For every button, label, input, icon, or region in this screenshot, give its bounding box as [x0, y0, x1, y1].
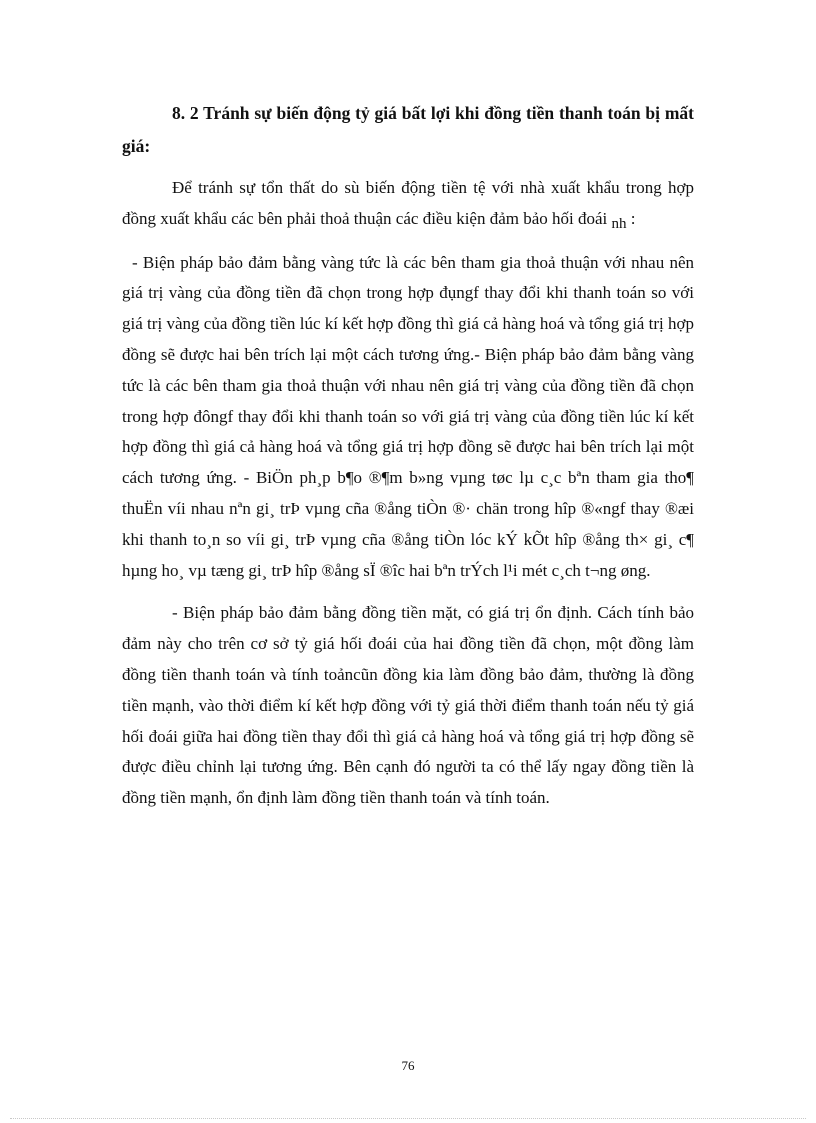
currency-guarantee-paragraph: - Biện pháp bảo đảm bằng đồng tiền mặt, có giá trị ổn định. Cách tính bảo đảm này cho trên cơ sở tỷ giá hối đoái của hai đồng tiền đã chọn, một đồng làm đồng tiền thanh toán và tính toảncũn đồng kia làm đồng bảo đảm, thường là đồng tiền mạnh, vào thời điểm kí kết hợp đồng với tỷ giá thời điểm thanh toán nếu tỷ giá hối đoái giữa hai đồng tiền thay đổi thì giá cả hàng hoá và tổng giá trị hợp đồng sẽ được điều chỉnh lại tương ứng. Bên cạnh đó người ta có thể lấy ngay đồng tiền là đồng tiền mạnh, ổn định làm đồng tiền thanh toán và tính toán. — [122, 603, 694, 808]
intro-suffix: nh — [611, 215, 627, 232]
page-number: 76 — [401, 1058, 415, 1073]
intro-end: : — [626, 208, 636, 228]
gold-guarantee-paragraph: - Biện pháp bảo đảm bằng vàng tức là các bên tham gia thoả thuận với nhau nên giá trị vàng của đồng tiền đã chọn trong hợp đụngf thay đổi khi thanh toán so với giá trị vàng của đồng tiền lúc kí kết hợp đồng thì giá cả hàng hoá và tổng giá trị hợp đồng sẽ được hai bên trích lại một cách tương ứng.- Biện pháp bảo đảm bằng vàng tức là các bên tham gia thoả thuận với nhau nên giá trị vàng của đồng tiền đã chọn trong hợp đôngf thay đổi khi thanh toán so với giá trị vàng của đồng tiền lúc kí kết hợp đồng thì giá cả hàng hoá và tổng giá trị hợp đồng sẽ được hai bên trích lại một cách tương ứng. - BiÖn ph¸p b¶o ®¶m b»ng vµng tøc lµ c¸c bªn tham gia tho¶ thuËn víi nhau nªn gi¸ trÞ vµng cña ®ång tiÒn ®· chän trong hîp ®«ngf thay ®æi khi thanh to¸n so víi gi¸ trÞ vµng cña ®ång tiÒn lóc kÝ kÕt hîp ®ång th× gi¸ c¶ hµng ho¸ vµ tæng gi¸ trÞ hîp ®ång sÏ ®îc hai bªn trÝch l¹i mét c¸ch t¬ng øng. — [122, 252, 694, 580]
intro-text: Để tránh sự tổn thất do sù biến động tiền tệ với nhà xuất khẩu trong hợp đồng xuất khẩu các bên phải thoả thuận các điều kiện đảm bảo hối đoái — [122, 178, 694, 228]
document-body — [122, 97, 694, 826]
section-heading: 8. 2 Tránh sự biến động tỷ giá bất lợi khi đồng tiền thanh toán bị mất giá: — [122, 103, 694, 156]
footer-divider — [10, 1118, 806, 1119]
intro-paragraph — [122, 173, 694, 236]
